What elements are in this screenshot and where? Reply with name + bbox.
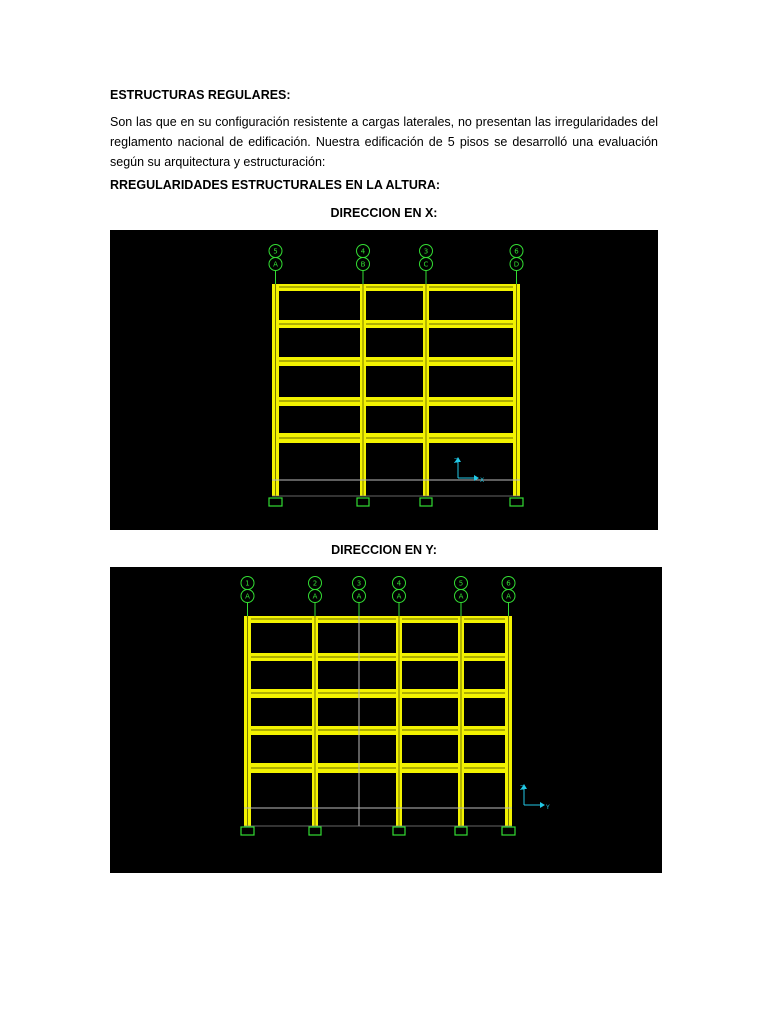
support-icon: [357, 498, 369, 506]
support-icon: [420, 498, 432, 506]
grid-top-label: 5: [273, 247, 278, 256]
elevation-y-svg: [110, 567, 662, 873]
frame-columns-y: [244, 616, 512, 826]
grid-bubble-4: [393, 577, 406, 617]
grid-bottom-label: A: [396, 592, 402, 601]
frame-slabs-x: [272, 284, 520, 443]
grid-top-label: 1: [245, 579, 250, 588]
intro-paragraph: Son las que en su configuración resistente a cargas laterales, no presentan las irregularidades del reglamento nacional de edificación. Nuestra edificación de 5 pisos se desarrolló una evaluación según su arquitectura y estructuración:: [110, 115, 658, 169]
grid-top-label: 4: [396, 579, 402, 588]
grid-bubble-1: [241, 577, 254, 617]
elevation-figure-x: [110, 230, 658, 530]
grid-bottom-label: A: [245, 592, 250, 601]
support-icon: [393, 827, 405, 835]
grid-bottom-label: D: [513, 260, 520, 269]
support-icon: [510, 498, 523, 506]
grid-bubble-c: [420, 245, 433, 285]
supports-y: [241, 827, 515, 835]
elevation-figure-y: [110, 567, 662, 873]
grid-bubble-2: [309, 577, 322, 617]
caption-direccion-y: DIRECCION EN Y:: [331, 543, 437, 557]
heading-irregularidades-altura: RREGULARIDADES ESTRUCTURALES EN LA ALTURA:: [110, 178, 441, 192]
grid-top-label: 6: [506, 579, 511, 588]
axis-horizontal-label: X: [480, 477, 485, 484]
grid-bubble-3: [353, 577, 366, 617]
support-icon: [241, 827, 254, 835]
support-icon: [309, 827, 321, 835]
grid-bottom-label: A: [273, 260, 278, 269]
grid-bubbles-y: [241, 577, 515, 617]
support-icon: [455, 827, 467, 835]
grid-top-label: 4: [360, 247, 366, 256]
grid-bottom-label: A: [458, 592, 464, 601]
grid-bubble-d: [510, 245, 523, 285]
grid-bubble-b: [357, 245, 370, 285]
elevation-x-svg: [110, 230, 658, 530]
axis-triad-y: [520, 784, 550, 811]
grid-bubble-5: [455, 577, 468, 617]
grid-bottom-label: C: [423, 260, 429, 269]
grid-bubbles-x: [269, 245, 523, 285]
grid-bubble-6: [502, 577, 515, 617]
supports-x: [269, 498, 523, 506]
grid-bubble-a: [269, 245, 282, 285]
grid-top-label: 3: [423, 247, 429, 256]
caption-direccion-x: DIRECCION EN X:: [330, 206, 438, 220]
grid-top-label: 5: [458, 579, 464, 588]
support-icon: [502, 827, 515, 835]
axis-vertical-label: Z: [454, 458, 459, 465]
grid-top-label: 6: [514, 247, 519, 256]
grid-bottom-label: B: [360, 260, 366, 269]
axis-horizontal-label: Y: [546, 804, 550, 811]
grid-bottom-label: A: [356, 592, 362, 601]
grid-bottom-label: A: [312, 592, 318, 601]
grid-bottom-label: A: [506, 592, 511, 601]
heading-estructuras-regulares: ESTRUCTURAS REGULARES:: [110, 88, 291, 102]
frame-columns-x: [272, 284, 520, 496]
frame-slabs-y: [244, 616, 512, 773]
axis-vertical-label: Z: [520, 785, 525, 792]
grid-top-label: 2: [312, 579, 318, 588]
grid-top-label: 3: [356, 579, 362, 588]
support-icon: [269, 498, 282, 506]
